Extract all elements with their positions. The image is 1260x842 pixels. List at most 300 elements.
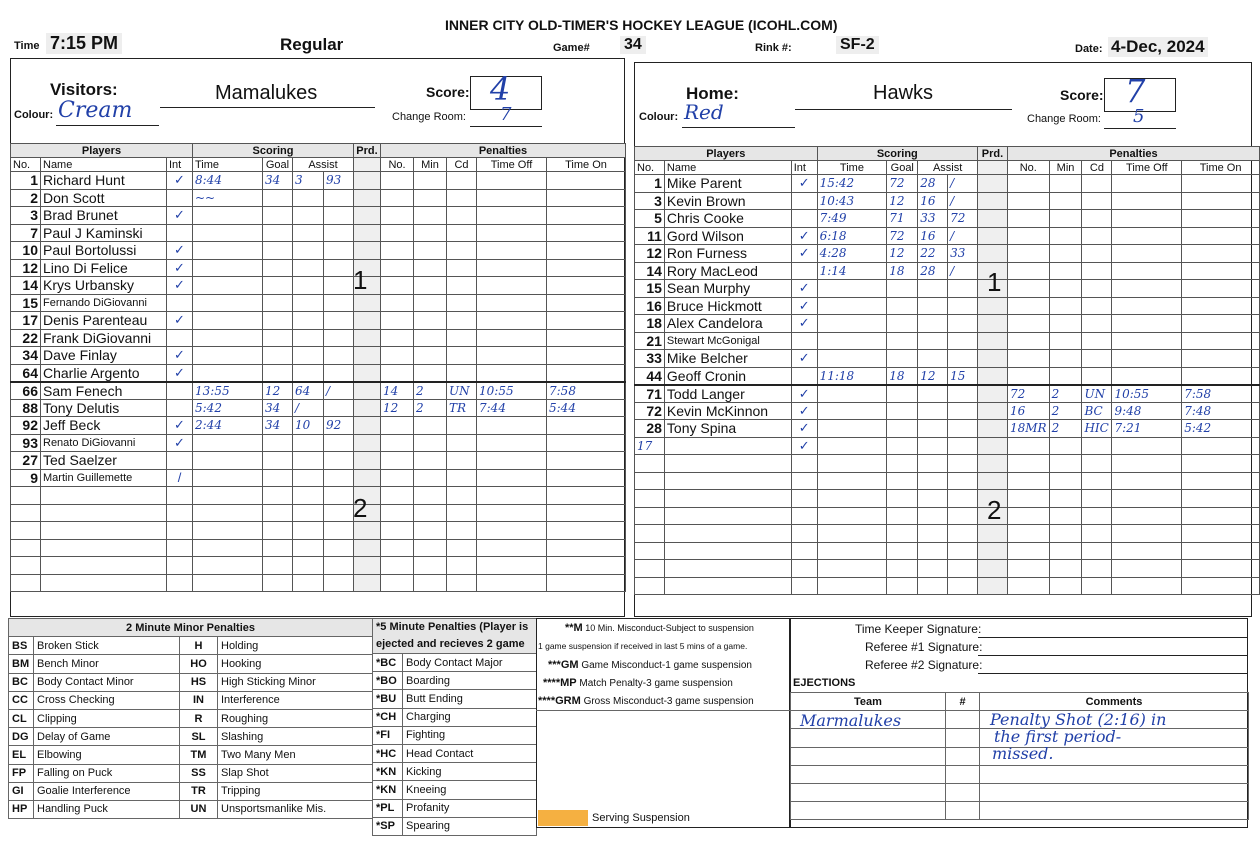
player-name [664, 490, 791, 508]
penalty-time-off [1112, 262, 1182, 280]
major-desc: Boarding [403, 672, 537, 690]
assist-1 [293, 312, 324, 330]
penalty-time-off: 10:55 [477, 382, 547, 400]
penalty-time-on [1182, 227, 1260, 245]
period-cell [978, 472, 1008, 490]
assist-2 [324, 487, 354, 505]
assist-1 [918, 490, 948, 508]
player-number: 12 [635, 245, 665, 263]
goal-scorer [263, 364, 293, 382]
player-intent-mark [167, 224, 193, 242]
minor-penalty-row [9, 728, 373, 746]
minor-desc-right: Tripping [218, 782, 373, 800]
penalty-time-on [1182, 245, 1260, 263]
penalty-minutes [1049, 332, 1082, 350]
penalty-player-no [381, 207, 414, 225]
minor-code-right: TR [180, 782, 218, 800]
period-cell [354, 399, 381, 417]
col-time-on: Time On [547, 158, 626, 172]
player-name [41, 504, 167, 522]
home-score: 7 [1125, 72, 1146, 110]
penalty-player-no [1007, 472, 1049, 490]
penalty-minutes [414, 522, 447, 540]
player-name: Lino Di Felice [41, 259, 167, 277]
major-penalty-row [373, 654, 537, 672]
penalty-time-on [547, 207, 626, 225]
period-cell [354, 557, 381, 575]
misconduct-m-note: 1 game suspension if received in last 5 mins of a game. [538, 641, 748, 651]
visitors-roster-table [10, 143, 626, 592]
home-label: Home: [686, 84, 739, 103]
penalty-minutes [1049, 297, 1082, 315]
penalty-code [447, 347, 477, 365]
minor-desc-right: Hooking [218, 655, 373, 673]
assist-1 [918, 332, 948, 350]
penalty-time-off [477, 224, 547, 242]
minor-code-left: BM [9, 655, 34, 673]
penalty-minutes [1049, 542, 1082, 560]
penalty-time-off [477, 207, 547, 225]
visitors-roster-row [11, 294, 626, 312]
penalty-minutes [1049, 315, 1082, 333]
player-intent-mark [167, 574, 193, 592]
time-label: Time [14, 40, 40, 52]
assist-2 [324, 452, 354, 470]
penalty-minutes [414, 574, 447, 592]
goal-time [193, 294, 263, 312]
major-desc: Kneeing [403, 781, 537, 799]
penalty-code [447, 522, 477, 540]
home-col-time-on: Time On [1182, 161, 1260, 175]
player-name: Ron Furness [664, 245, 791, 263]
penalty-player-no [1007, 577, 1049, 595]
minor-code-left: FP [9, 764, 34, 782]
assist-2: / [948, 262, 978, 280]
minor-code-left: HP [9, 800, 34, 818]
player-intent-mark: ✓ [791, 175, 817, 193]
player-intent-mark: ✓ [791, 227, 817, 245]
visitors-roster-row [11, 469, 626, 487]
home-colour-label: Colour: [639, 111, 679, 123]
player-number [11, 522, 41, 540]
penalty-code [1082, 192, 1112, 210]
goal-scorer [263, 312, 293, 330]
penalty-code [447, 417, 477, 435]
ejection-team-cell [791, 802, 946, 820]
scoring-header: Scoring [193, 144, 354, 158]
home-roster-row [635, 420, 1260, 438]
goal-scorer [887, 297, 918, 315]
visitors-roster-row [11, 399, 626, 417]
penalty-minutes [414, 189, 447, 207]
player-number: 7 [11, 224, 41, 242]
major-penalty-row [373, 690, 537, 708]
penalty-time-on [547, 259, 626, 277]
penalty-minutes [1049, 507, 1082, 525]
major-title-line1: *5 Minute Penalties (Player is [376, 621, 529, 633]
goal-scorer [263, 557, 293, 575]
player-name: Frank DiGiovanni [41, 329, 167, 347]
assist-1 [918, 297, 948, 315]
penalty-minutes [1049, 577, 1082, 595]
penalty-code [447, 504, 477, 522]
goal-scorer: 12 [887, 245, 918, 263]
penalty-code [447, 329, 477, 347]
assist-1 [293, 207, 324, 225]
penalty-minutes [1049, 490, 1082, 508]
penalty-minutes [414, 312, 447, 330]
penalty-player-no [381, 312, 414, 330]
penalty-code [1082, 542, 1112, 560]
home-period-header: Prd. [978, 147, 1008, 161]
assist-2 [324, 294, 354, 312]
major-penalty-row [373, 726, 537, 744]
penalty-player-no [381, 224, 414, 242]
col-no: No. [11, 158, 41, 172]
player-name: Paul Bortolussi [41, 242, 167, 260]
penalty-code [447, 469, 477, 487]
goal-scorer [263, 434, 293, 452]
penalty-code [1082, 490, 1112, 508]
penalty-code [1082, 280, 1112, 298]
minor-code-right: SS [180, 764, 218, 782]
goal-scorer [263, 277, 293, 295]
player-intent-mark [167, 294, 193, 312]
goal-scorer [887, 542, 918, 560]
penalty-time-on [547, 504, 626, 522]
penalty-code [1082, 262, 1112, 280]
home-col-time: Time [817, 161, 887, 175]
player-number: 16 [635, 297, 665, 315]
goal-scorer [887, 420, 918, 438]
penalty-time-on [1182, 192, 1260, 210]
period-cell [978, 542, 1008, 560]
penalty-player-no [381, 277, 414, 295]
penalty-time-off [477, 574, 547, 592]
visitors-roster-row [11, 574, 626, 592]
major-code: *PL [373, 799, 403, 817]
player-intent-mark: ✓ [791, 315, 817, 333]
penalty-time-off [477, 312, 547, 330]
minor-code-left: GI [9, 782, 34, 800]
visitors-roster-row [11, 312, 626, 330]
penalty-time-off [477, 539, 547, 557]
assist-1 [293, 557, 324, 575]
home-players-header: Players [635, 147, 818, 161]
minor-desc-right: Roughing [218, 709, 373, 727]
ejection-team-cell [791, 783, 946, 801]
player-name: Tony Spina [664, 420, 791, 438]
player-intent-mark [791, 455, 817, 473]
minor-code-left: CL [9, 709, 34, 727]
minor-desc-left: Clipping [34, 709, 180, 727]
penalty-code [1082, 577, 1112, 595]
assist-1: 28 [918, 262, 948, 280]
player-name: Mike Belcher [664, 350, 791, 368]
assist-2 [948, 332, 978, 350]
misconduct-grm-text: Gross Misconduct-3 game suspension [583, 696, 754, 707]
player-intent-mark: / [167, 469, 193, 487]
goal-scorer: 72 [887, 175, 918, 193]
period-cell [978, 245, 1008, 263]
assist-1 [918, 315, 948, 333]
goal-time [817, 577, 887, 595]
player-name [41, 522, 167, 540]
assist-1: 10 [293, 417, 324, 435]
player-name: Tony Delutis [41, 399, 167, 417]
referee2-signature-label: Referee #2 Signature: [865, 658, 983, 672]
assist-1: 3 [293, 172, 324, 190]
penalty-code: UN [1082, 385, 1112, 403]
assist-1 [918, 280, 948, 298]
player-number [11, 557, 41, 575]
penalty-time-on [547, 417, 626, 435]
player-intent-mark [167, 399, 193, 417]
penalty-code [447, 259, 477, 277]
penalty-code [447, 294, 477, 312]
assist-1 [918, 472, 948, 490]
period-cell [354, 172, 381, 190]
major-title-line2: ejected and recieves 2 game [376, 638, 525, 650]
misconduct-grm-code: ****GRM [538, 695, 581, 707]
assist-1 [918, 402, 948, 420]
assist-1 [293, 347, 324, 365]
penalty-player-no [1007, 542, 1049, 560]
visitors-colour-underline [56, 125, 159, 126]
penalty-time-on [547, 329, 626, 347]
penalty-player-no [1007, 490, 1049, 508]
col-name: Name [41, 158, 167, 172]
period-cell [354, 452, 381, 470]
player-name [664, 437, 791, 455]
home-score-label: Score: [1060, 87, 1104, 103]
assist-1 [918, 350, 948, 368]
penalty-player-no [1007, 525, 1049, 543]
penalty-player-no [381, 469, 414, 487]
minor-penalties-legend [8, 618, 373, 819]
player-intent-mark [167, 329, 193, 347]
minor-desc-right: Holding [218, 637, 373, 655]
penalty-time-off [477, 522, 547, 540]
assist-2 [324, 469, 354, 487]
penalty-time-off [477, 452, 547, 470]
major-code: *BU [373, 690, 403, 708]
home-roster-row [635, 210, 1260, 228]
major-penalty-row [373, 672, 537, 690]
minor-code-right: H [180, 637, 218, 655]
penalty-code [1082, 297, 1112, 315]
penalty-time-on [1182, 175, 1260, 193]
major-code: *KN [373, 763, 403, 781]
player-intent-mark: ✓ [167, 259, 193, 277]
minor-penalty-row [9, 709, 373, 727]
player-number: 44 [635, 367, 665, 385]
penalty-code: HIC [1082, 420, 1112, 438]
home-roster-row [635, 350, 1260, 368]
penalty-minutes [414, 364, 447, 382]
visitors-colour-label: Colour: [14, 109, 54, 121]
penalty-minutes [1049, 437, 1082, 455]
player-name: Kevin McKinnon [664, 402, 791, 420]
assist-1 [918, 525, 948, 543]
assist-2 [324, 312, 354, 330]
penalty-player-no: 18MR [1007, 420, 1049, 438]
penalty-player-no [1007, 315, 1049, 333]
player-name: Renato DiGiovanni [41, 434, 167, 452]
penalty-player-no [1007, 332, 1049, 350]
penalty-time-off [1112, 175, 1182, 193]
penalty-time-off [477, 417, 547, 435]
penalty-minutes [414, 294, 447, 312]
visitors-change-room-label: Change Room: [392, 111, 466, 123]
player-number [635, 542, 665, 560]
minor-code-right: IN [180, 691, 218, 709]
penalty-time-off [1112, 507, 1182, 525]
goal-scorer [263, 504, 293, 522]
game-number-label: Game# [553, 42, 590, 54]
period-cell [978, 332, 1008, 350]
period-cell [978, 350, 1008, 368]
goal-scorer [887, 437, 918, 455]
penalty-time-on [547, 469, 626, 487]
period-cell [354, 294, 381, 312]
visitors-roster-row [11, 242, 626, 260]
penalty-time-on [1182, 350, 1260, 368]
penalty-minutes [1049, 455, 1082, 473]
players-header: Players [11, 144, 193, 158]
penalty-time-on [1182, 455, 1260, 473]
goal-time [193, 224, 263, 242]
penalty-code [447, 364, 477, 382]
goal-time [817, 560, 887, 578]
player-number: 3 [11, 207, 41, 225]
minor-desc-right: Slashing [218, 728, 373, 746]
home-roster-row [635, 245, 1260, 263]
penalty-player-no [1007, 297, 1049, 315]
player-intent-mark [791, 577, 817, 595]
goal-scorer [263, 207, 293, 225]
game-date: 4-Dec, 2024 [1108, 37, 1208, 57]
penalty-player-no [381, 172, 414, 190]
penalty-minutes: 2 [1049, 385, 1082, 403]
penalty-time-off [477, 469, 547, 487]
ejection-number-cell [946, 802, 980, 820]
goal-scorer: 34 [263, 172, 293, 190]
minor-desc-right: Interference [218, 691, 373, 709]
minor-desc-left: Cross Checking [34, 691, 180, 709]
player-intent-mark: ✓ [791, 245, 817, 263]
visitors-roster-row [11, 452, 626, 470]
goal-scorer [263, 469, 293, 487]
assist-1 [293, 522, 324, 540]
home-roster-row [635, 577, 1260, 595]
goal-scorer: 34 [263, 417, 293, 435]
goal-scorer [263, 574, 293, 592]
penalty-time-off [477, 434, 547, 452]
goal-scorer [263, 242, 293, 260]
penalty-time-on [1182, 472, 1260, 490]
home-roster-row [635, 332, 1260, 350]
visitors-roster-row [11, 557, 626, 575]
penalty-player-no [1007, 507, 1049, 525]
misconduct-mp-text: Match Penalty-3 game suspension [579, 678, 733, 689]
penalty-code [447, 452, 477, 470]
home-roster-row [635, 507, 1260, 525]
penalty-time-off [477, 189, 547, 207]
visitors-roster-row [11, 329, 626, 347]
penalty-minutes [1049, 192, 1082, 210]
visitors-team-underline [160, 107, 375, 108]
penalty-time-on [547, 452, 626, 470]
ejection-number-cell [946, 747, 980, 765]
assist-2 [948, 507, 978, 525]
goal-time [193, 504, 263, 522]
penalty-player-no [381, 522, 414, 540]
period-cell [978, 402, 1008, 420]
visitors-colour: Cream [58, 98, 133, 123]
major-desc: Head Contact [403, 744, 537, 762]
ejection-number-cell [946, 729, 980, 747]
major-code: *HC [373, 744, 403, 762]
player-intent-mark: ✓ [167, 364, 193, 382]
penalty-time-on [547, 434, 626, 452]
penalty-minutes [1049, 350, 1082, 368]
game-time: 7:15 PM [46, 33, 122, 54]
home-col-prd [978, 161, 1008, 175]
goal-time [817, 455, 887, 473]
visitors-roster-row [11, 417, 626, 435]
assist-1 [918, 507, 948, 525]
visitors-team-name: Mamalukes [215, 82, 318, 104]
home-period-2: 2 [987, 495, 1002, 525]
minor-code-right: UN [180, 800, 218, 818]
minor-code-right: HS [180, 673, 218, 691]
period-cell [354, 574, 381, 592]
goal-time: 4:28 [817, 245, 887, 263]
home-roster-row [635, 385, 1260, 403]
penalty-time-off [1112, 560, 1182, 578]
assist-1: 16 [918, 192, 948, 210]
player-number [11, 574, 41, 592]
home-roster-row [635, 490, 1260, 508]
player-number: 11 [635, 227, 665, 245]
ejection-team-cell [791, 729, 946, 747]
major-desc: Fighting [403, 726, 537, 744]
goal-time [817, 490, 887, 508]
penalty-time-on [1182, 437, 1260, 455]
player-name: Jeff Beck [41, 417, 167, 435]
minor-code-left: CC [9, 691, 34, 709]
assist-2 [948, 315, 978, 333]
player-number: 15 [635, 280, 665, 298]
player-name: Brad Brunet [41, 207, 167, 225]
penalty-code [447, 172, 477, 190]
penalty-time-on [547, 242, 626, 260]
assist-1 [293, 259, 324, 277]
home-col-no: No. [635, 161, 665, 175]
penalty-minutes [1049, 560, 1082, 578]
penalty-time-on [547, 364, 626, 382]
player-intent-mark [167, 487, 193, 505]
penalty-time-off [1112, 350, 1182, 368]
ejection-team: Marmalukes [800, 711, 902, 730]
player-number [11, 487, 41, 505]
goal-scorer: 72 [887, 227, 918, 245]
serving-suspension-swatch [538, 810, 588, 826]
player-number: 3 [635, 192, 665, 210]
visitors-roster-row [11, 539, 626, 557]
assist-2: 15 [948, 367, 978, 385]
